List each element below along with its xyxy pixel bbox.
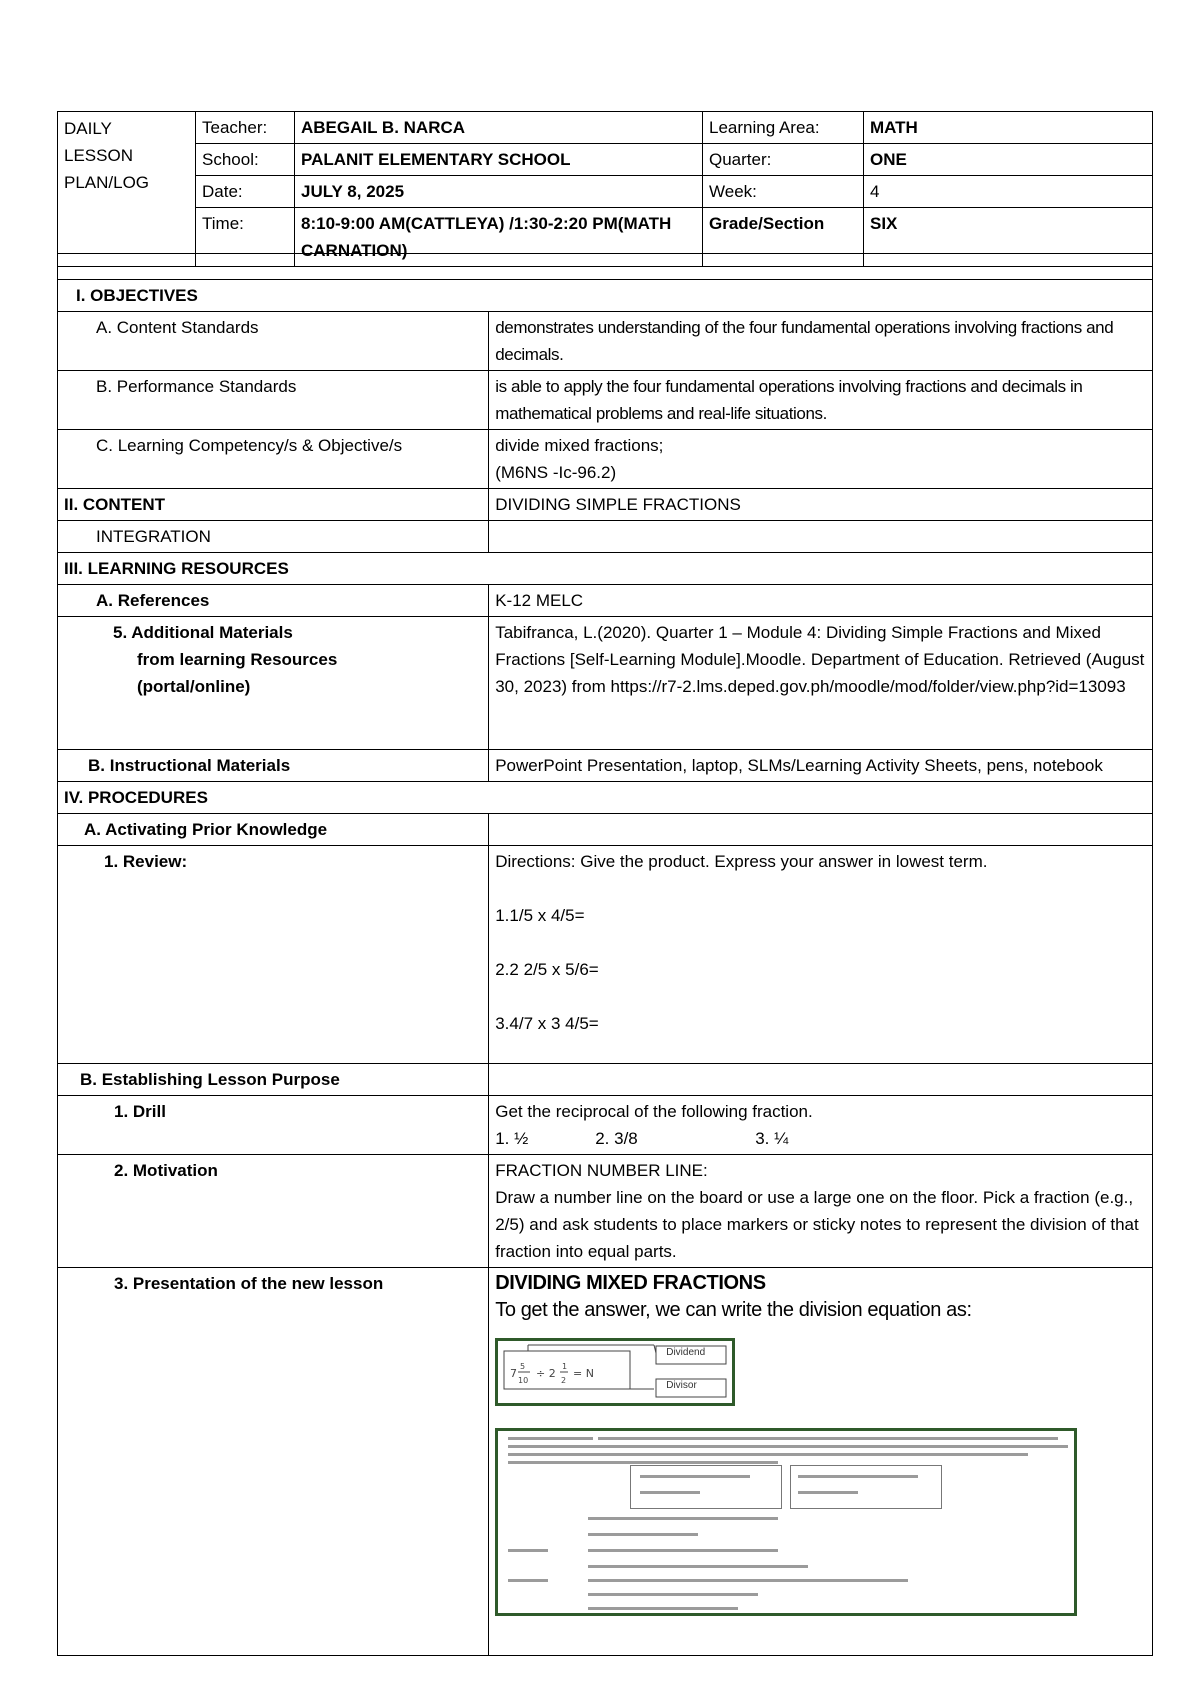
spacer-row xyxy=(58,254,1153,280)
presentation-title: DIVIDING MIXED FRACTIONS xyxy=(495,1272,766,1294)
svg-text:÷ 2: ÷ 2 xyxy=(536,1367,556,1380)
instructional-materials-label: B. Instructional Materials xyxy=(58,750,489,782)
objectives-heading: I. OBJECTIVES xyxy=(58,280,1153,312)
procedures-heading: IV. PROCEDURES xyxy=(58,782,1153,814)
activating-label: A. Activating Prior Knowledge xyxy=(58,814,489,846)
integration-value xyxy=(489,521,1153,553)
review-item: 1.1/5 x 4/5= xyxy=(495,906,585,925)
quarter-value: ONE xyxy=(864,144,1153,176)
svg-text:= N: = N xyxy=(573,1367,595,1380)
motivation-label: 2. Motivation xyxy=(58,1155,489,1268)
presentation-text: To get the answer, we can write the division equation as: xyxy=(495,1299,972,1321)
school-value: PALANIT ELEMENTARY SCHOOL xyxy=(295,144,703,176)
review-label: 1. Review: xyxy=(58,846,489,1064)
quarter-label: Quarter: xyxy=(703,144,864,176)
review-value: Directions: Give the product. Express your answer in lowest term. 1.1/5 x 4/5= 2.2 2/5 x 5/6= 3.4/7 x 3 4/5= xyxy=(489,846,1153,1064)
review-item: 3.4/7 x 3 4/5= xyxy=(495,1014,599,1033)
instructional-materials-value: PowerPoint Presentation, laptop, SLMs/Learning Activity Sheets, pens, notebook xyxy=(489,750,1153,782)
date-value: JULY 8, 2025 xyxy=(295,176,703,208)
week-value: 4 xyxy=(864,176,1153,208)
content-standards-value: demonstrates understanding of the four fundamental operations involving fractions and decimals. xyxy=(489,312,1153,371)
purpose-label: B. Establishing Lesson Purpose xyxy=(58,1064,489,1096)
svg-text:10: 10 xyxy=(518,1376,529,1385)
drill-item: 3. ¼ xyxy=(755,1129,789,1148)
content-heading: II. CONTENT xyxy=(58,489,489,521)
header-table xyxy=(57,111,1153,267)
teacher-value: ABEGAIL B. NARCA xyxy=(295,112,703,144)
svg-text:5: 5 xyxy=(520,1362,526,1371)
svg-text:2: 2 xyxy=(561,1376,567,1385)
dll-title: DAILY LESSON PLAN/LOG xyxy=(58,112,196,267)
performance-standards-value: is able to apply the four fundamental operations involving fractions and decimals in mathematical problems and real-life situations. xyxy=(489,371,1153,430)
purpose-value xyxy=(489,1064,1153,1096)
area-label: Learning Area: xyxy=(703,112,864,144)
school-label: School: xyxy=(196,144,295,176)
drill-item: 1. ½ xyxy=(495,1129,529,1148)
division-equation-diagram xyxy=(495,1338,735,1406)
time-value: 8:10-9:00 AM(CATTLEYA) /1:30-2:20 PM(MATH CARNATION) xyxy=(295,208,703,267)
teacher-label: Teacher: xyxy=(196,112,295,144)
area-value: MATH xyxy=(864,112,1153,144)
dividend-label: Dividend xyxy=(666,1347,706,1358)
competency-label: C. Learning Competency/s & Objective/s xyxy=(58,430,489,489)
lesson-table xyxy=(57,253,1153,1656)
additional-materials-label: 5. Additional Materials from learning Resources (portal/online) xyxy=(58,617,489,750)
drill-item: 2. 3/8 xyxy=(595,1129,638,1148)
review-item: 2.2 2/5 x 5/6= xyxy=(495,960,599,979)
svg-text:1: 1 xyxy=(562,1362,568,1371)
drill-label: 1. Drill xyxy=(58,1096,489,1155)
week-label: Week: xyxy=(703,176,864,208)
divisor-label: Divisor xyxy=(666,1380,697,1391)
content-standards-label: A. Content Standards xyxy=(58,312,489,371)
integration-label: INTEGRATION xyxy=(58,521,489,553)
resources-heading: III. LEARNING RESOURCES xyxy=(58,553,1153,585)
date-label: Date: xyxy=(196,176,295,208)
performance-standards-label: B. Performance Standards xyxy=(58,371,489,430)
competency-value: divide mixed fractions; (M6NS -Ic-96.2) xyxy=(489,430,1153,489)
grade-label: Grade/Section xyxy=(703,208,864,267)
steps-image xyxy=(495,1428,1077,1616)
activating-value xyxy=(489,814,1153,846)
references-value: K-12 MELC xyxy=(489,585,1153,617)
content-value: DIVIDING SIMPLE FRACTIONS xyxy=(489,489,1153,521)
additional-materials-value: Tabifranca, L.(2020). Quarter 1 – Module 4: Dividing Simple Fractions and Mixed Fractions [Self-Learning Module].Moodle. Department of Education. Retrieved (August 30, 2023) from https://r7-2.lms.deped.gov.ph/moodle/mod/folder/view.php?id=13093 xyxy=(489,617,1153,750)
references-label: A. References xyxy=(58,585,489,617)
drill-value: Get the reciprocal of the following fraction. 1. ½ 2. 3/8 3. ¼ xyxy=(489,1096,1153,1155)
grade-value: SIX xyxy=(864,208,1153,267)
presentation-label: 3. Presentation of the new lesson xyxy=(58,1268,489,1656)
time-label: Time: xyxy=(196,208,295,267)
svg-text:7: 7 xyxy=(510,1367,518,1380)
presentation-value xyxy=(489,1268,1153,1656)
motivation-value: FRACTION NUMBER LINE: Draw a number line on the board or use a large one on the floor. Pick a fraction (e.g., 2/5) and ask students to place markers or sticky notes to represent the division of that fraction into equal parts. xyxy=(489,1155,1153,1268)
